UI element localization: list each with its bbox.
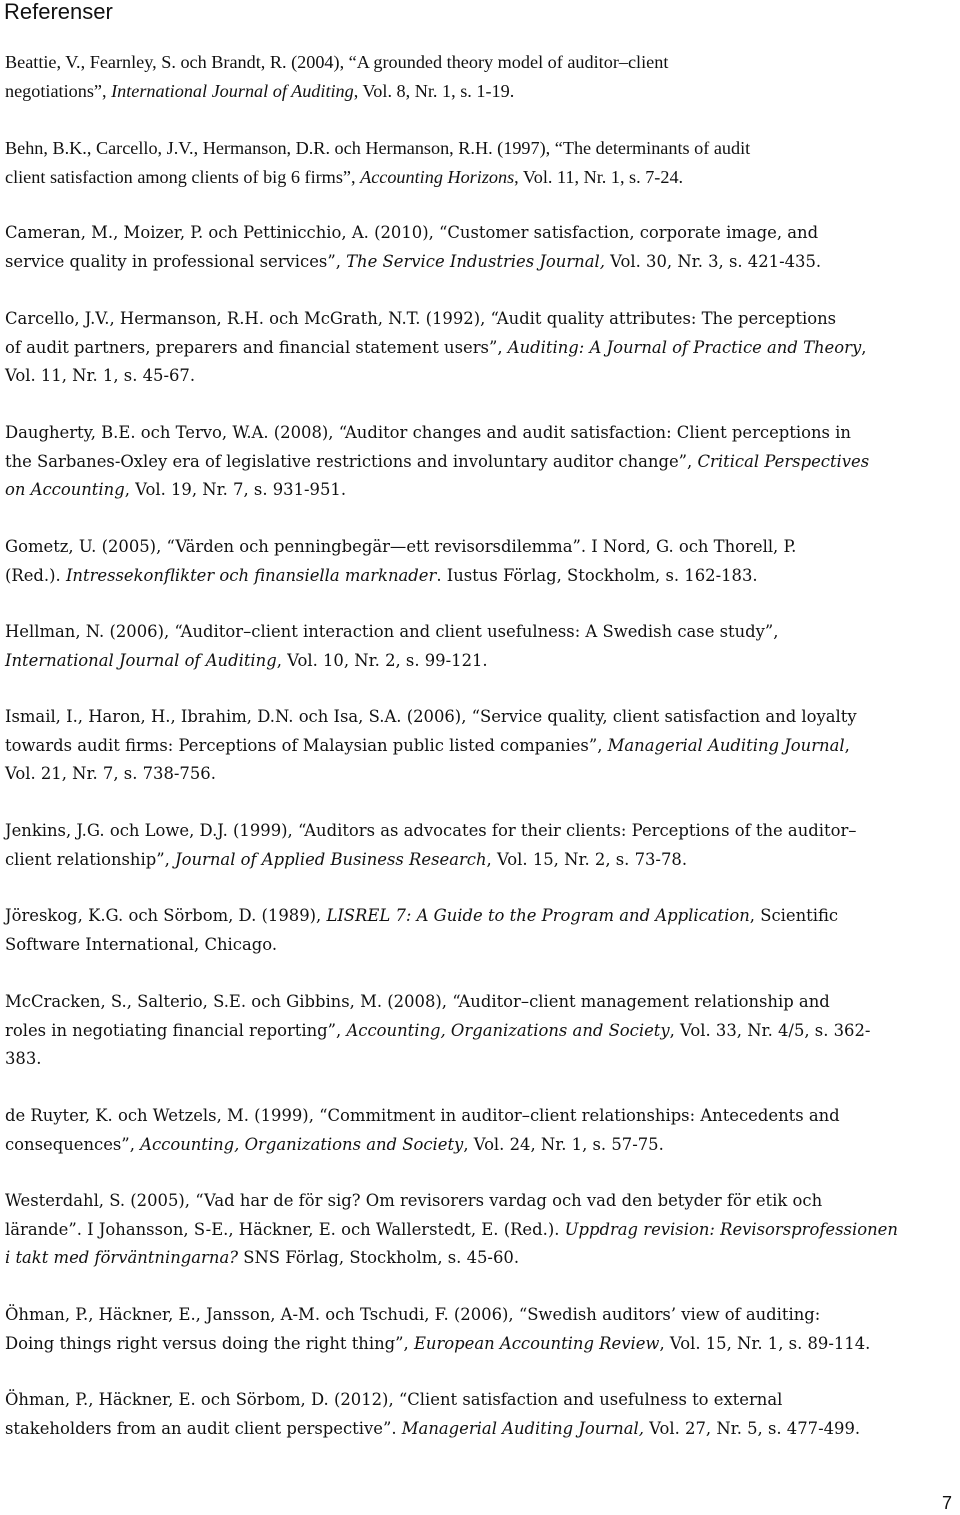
reference-text: Vol. 27, Nr. 5, s. 477-499. — [643, 1418, 861, 1438]
reference-text: , Vol. 11, Nr. 1, s. 7-24. — [514, 166, 684, 187]
reference-line — [5, 1415, 957, 1444]
reference-entry — [5, 1386, 957, 1443]
reference-text: Ismail, I., Haron, H., Ibrahim, D.N. och Isa, S.A. (2006), “Service quality, client satisfaction and loyalty — [5, 707, 857, 726]
reference-text: , Vol. 10, Nr. 2, s. 99-121. — [276, 650, 488, 670]
reference-text: Vol. 21, Nr. 7, s. 738-756. — [5, 764, 216, 783]
reference-text: roles in negotiating financial reporting”, — [5, 1020, 347, 1040]
reference-line — [5, 902, 957, 931]
reference-line — [5, 1102, 957, 1131]
reference-text: Öhman, P., Häckner, E. och Sörbom, D. (2012), “Client satisfaction and usefulness to external — [5, 1390, 783, 1409]
reference-text: Jöreskog, K.G. och Sörbom, D. (1989), — [5, 906, 327, 925]
reference-line — [5, 1131, 957, 1160]
reference-text: Software International, Chicago. — [5, 934, 278, 954]
reference-line — [5, 732, 957, 761]
reference-entry — [5, 48, 957, 105]
reference-entry — [5, 1102, 957, 1159]
reference-line — [5, 533, 957, 562]
reference-text: Vol. 30, Nr. 3, s. 421-435. — [604, 251, 822, 271]
reference-text: negotiations”, — [5, 80, 112, 101]
reference-text: Carcello, J.V., Hermanson, R.H. och McGrath, N.T. (1992), “Audit quality attributes: The perceptions — [5, 309, 837, 328]
reference-text: , Vol. 15, Nr. 2, s. 73-78. — [486, 849, 688, 869]
reference-entry — [5, 988, 957, 1074]
reference-line — [5, 77, 957, 106]
reference-line — [5, 476, 957, 505]
reference-line — [5, 219, 957, 248]
reference-line — [5, 647, 957, 676]
reference-entry — [5, 305, 957, 391]
reference-entry — [5, 1187, 957, 1273]
publication-title: International Journal of Auditing — [111, 80, 354, 101]
reference-text: consequences”, — [5, 1134, 141, 1154]
reference-text: SNS Förlag, Stockholm, s. 45-60. — [238, 1248, 520, 1267]
publication-title: LISREL 7: A Guide to the Program and Application — [326, 906, 750, 925]
reference-entry — [5, 533, 957, 590]
reference-text: towards audit firms: Perceptions of Malaysian public listed companies”, — [5, 735, 608, 755]
reference-text: lärande”. I Johansson, S-E., Häckner, E. och Wallerstedt, E. (Red.). — [5, 1219, 565, 1239]
reference-line — [5, 1244, 957, 1273]
reference-line — [5, 48, 957, 77]
reference-entry — [5, 817, 957, 874]
reference-line — [5, 334, 957, 363]
reference-line — [5, 1187, 957, 1216]
reference-text: Daugherty, B.E. och Tervo, W.A. (2008), “Auditor changes and audit satisfaction: Client perceptions in — [5, 423, 851, 442]
publication-title: Accounting, Organizations and Society — [346, 1020, 670, 1040]
publication-title: Managerial Auditing Journal, — [401, 1418, 644, 1438]
reference-text: Hellman, N. (2006), “Auditor–client interaction and client usefulness: A Swedish case study”, — [5, 622, 779, 641]
reference-text: 383. — [5, 1049, 42, 1068]
reference-line — [5, 618, 957, 647]
reference-entry — [5, 703, 957, 789]
reference-text: Gometz, U. (2005), “Värden och penningbegär—ett revisorsdilemma”. I Nord, G. och Thorell, P. — [5, 537, 797, 556]
publication-title: Critical Perspectives — [697, 451, 870, 471]
reference-text: , — [861, 337, 867, 357]
reference-line — [5, 760, 957, 789]
reference-text: (Red.). — [5, 565, 66, 585]
publication-title: on Accounting — [5, 480, 125, 499]
reference-text: . Iustus Förlag, Stockholm, s. 162-183. — [436, 565, 758, 585]
reference-line — [5, 362, 957, 391]
reference-text: Behn, B.K., Carcello, J.V., Hermanson, D.R. och Hermanson, R.H. (1997), “The determinants of audit — [5, 138, 751, 158]
reference-text: Vol. 11, Nr. 1, s. 45-67. — [5, 366, 196, 385]
reference-text: the Sarbanes-Oxley era of legislative restrictions and involuntary auditor change”, — [5, 451, 698, 471]
publication-title: i takt med förväntningarna? — [5, 1248, 238, 1267]
reference-entry — [5, 1301, 957, 1358]
reference-text: Westerdahl, S. (2005), “Vad har de för sig? Om revisorers vardag och vad den betyder för etik och — [5, 1191, 823, 1210]
reference-line — [5, 1301, 957, 1330]
reference-line — [5, 134, 957, 163]
publication-title: International Journal of Auditing — [5, 650, 277, 670]
reference-text: , Vol. 33, Nr. 4/5, s. 362- — [669, 1020, 871, 1040]
publication-title: Accounting Horizons — [360, 166, 515, 187]
reference-entry — [5, 134, 957, 191]
publication-title: Uppdrag revision: Revisorsprofessionen — [564, 1219, 898, 1239]
reference-line — [5, 988, 957, 1017]
reference-line — [5, 1386, 957, 1415]
reference-text: stakeholders from an audit client perspective”. — [5, 1418, 402, 1438]
reference-text: service quality in professional services”, — [5, 251, 347, 271]
reference-text: , Scientific — [749, 906, 839, 925]
reference-line — [5, 419, 957, 448]
publication-title: Accounting, Organizations and Society — [140, 1134, 464, 1154]
reference-text: Doing things right versus doing the right thing”, — [5, 1333, 414, 1353]
reference-line — [5, 1216, 957, 1245]
reference-line — [5, 1330, 957, 1359]
references-heading: Referenser — [4, 0, 113, 24]
reference-line — [5, 931, 957, 960]
reference-text: , Vol. 8, Nr. 1, s. 1-19. — [353, 80, 515, 101]
publication-title: The Service Industries Journal, — [346, 251, 605, 271]
reference-line — [5, 1045, 957, 1074]
reference-line — [5, 817, 957, 846]
reference-line — [5, 248, 957, 277]
reference-text: Beattie, V., Fearnley, S. och Brandt, R. (2004), “A grounded theory model of auditor–client — [5, 52, 669, 72]
reference-text: client relationship”, — [5, 849, 176, 869]
reference-text: Jenkins, J.G. och Lowe, D.J. (1999), “Auditors as advocates for their clients: Perceptions of the auditor– — [5, 821, 857, 840]
reference-text: , Vol. 19, Nr. 7, s. 931-951. — [124, 480, 347, 499]
reference-line — [5, 448, 957, 477]
reference-line — [5, 1017, 957, 1046]
reference-text: , Vol. 15, Nr. 1, s. 89-114. — [659, 1333, 871, 1353]
reference-text: client satisfaction among clients of big 6 firms”, — [5, 166, 361, 187]
publication-title: Auditing: A Journal of Practice and Theory — [507, 337, 862, 357]
reference-line — [5, 562, 957, 591]
reference-text: , Vol. 24, Nr. 1, s. 57-75. — [463, 1134, 664, 1154]
reference-entry — [5, 419, 957, 505]
reference-text: of audit partners, preparers and financial statement users”, — [5, 337, 508, 357]
reference-line — [5, 305, 957, 334]
reference-entry — [5, 902, 957, 959]
page-number: 7 — [941, 1493, 952, 1513]
reference-text: McCracken, S., Salterio, S.E. och Gibbins, M. (2008), “Auditor–client management relationship and — [5, 992, 830, 1011]
reference-line — [5, 163, 957, 192]
reference-entry — [5, 219, 957, 276]
publication-title: European Accounting Review — [413, 1333, 660, 1353]
reference-text: Öhman, P., Häckner, E., Jansson, A-M. och Tschudi, F. (2006), “Swedish auditors’ view of auditing: — [5, 1305, 821, 1324]
reference-line — [5, 703, 957, 732]
reference-text: de Ruyter, K. och Wetzels, M. (1999), “Commitment in auditor–client relationships: Antecedents and — [5, 1106, 840, 1125]
publication-title: Intressekonflikter och finansiella marknader — [65, 565, 437, 585]
reference-line — [5, 846, 957, 875]
reference-entry — [5, 618, 957, 675]
publication-title: Managerial Auditing Journal — [607, 735, 845, 755]
reference-text: , — [844, 735, 850, 755]
publication-title: Journal of Applied Business Research — [175, 849, 487, 869]
reference-text: Cameran, M., Moizer, P. och Pettinicchio, A. (2010), “Customer satisfaction, corporate image, and — [5, 223, 819, 242]
